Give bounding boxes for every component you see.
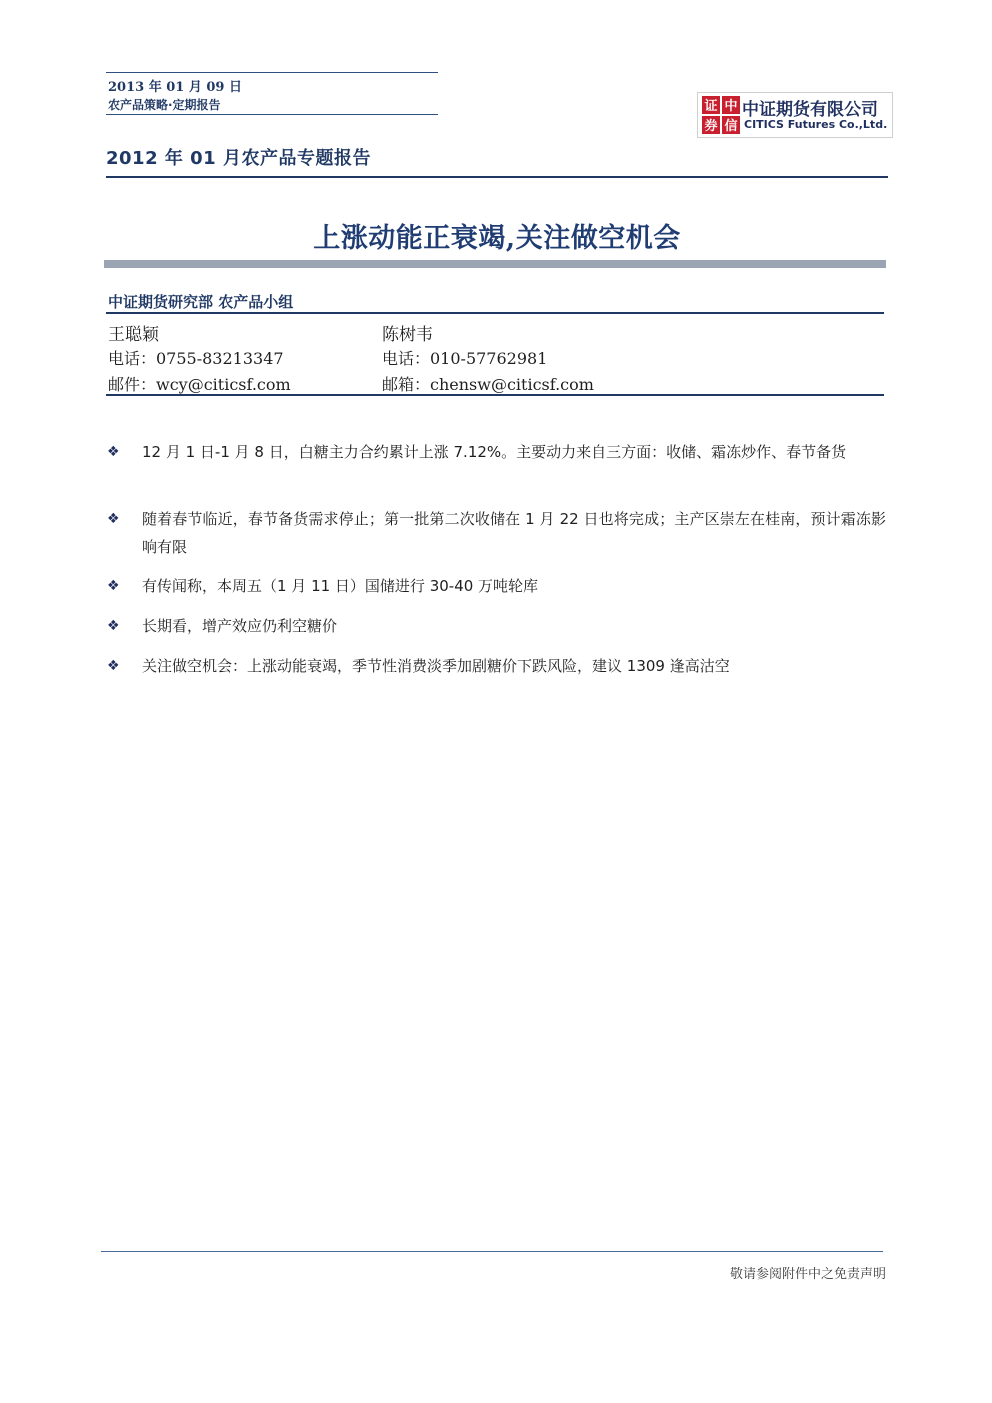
bullet-point: 随着春节临近，春节备货需求停止；第一批第二次收储在 1 月 22 日也将完成；主产区崇左在桂南，预计霜冻影响有限 [142,510,886,556]
bullet-point: 12 月 1 日-1 月 8 日，白糖主力合约累计上涨 7.12%。主要动力来自三方面：收储、霜冻炒作、春节备货 [142,443,847,461]
bullet-point: 有传闻称，本周五（1 月 11 日）国储进行 30-40 万吨轮库 [142,577,539,595]
citics-emblem-icon [702,96,740,134]
company-logo [697,92,893,138]
header-divider [106,114,438,115]
report-date: 2013 年 01 月 09 日 [108,80,242,95]
headline-bar [104,260,886,268]
main-headline: 上涨动能正衰竭,关注做空机会 [313,223,681,254]
bullet-point: 长期看，增产效应仍利空糖价 [142,617,338,635]
bullet-diamond-icon: ❖ [107,444,120,460]
svg-text:信: 信 [724,119,738,134]
analyst-name: 王聪颖 [108,325,159,345]
logo-name-en: CITICS Futures Co.,Ltd. [744,118,888,131]
bullet-diamond-icon: ❖ [107,658,120,674]
contacts-rule [106,394,884,396]
report-category: 农产品策略·定期报告 [108,98,221,112]
logo-name-cn: 中证期货有限公司 [742,100,878,120]
analyst-phone: 电话：0755-83213347 [108,349,284,368]
bullet-diamond-icon: ❖ [107,511,120,527]
analyst-email[interactable]: 邮件：wcy@citicsf.com [108,375,291,394]
team-name: 中证期货研究部 农产品小组 [108,293,294,311]
report-title: 2012 年 01 月农产品专题报告 [106,148,371,169]
header-top-rule [106,72,438,73]
analyst-name: 陈树韦 [382,325,433,345]
disclaimer-note[interactable]: 敬请参阅附件中之免责声明 [730,1267,887,1282]
title-rule [106,176,888,178]
svg-text:中: 中 [724,99,738,114]
svg-text:券: 券 [704,119,718,134]
footer-rule [101,1251,883,1252]
svg-text:证: 证 [704,99,718,114]
team-rule [106,312,884,314]
analyst-phone: 电话：010-57762981 [382,349,548,368]
bullet-diamond-icon: ❖ [107,578,120,594]
analyst-email[interactable]: 邮箱：chensw@citicsf.com [382,375,594,394]
bullet-diamond-icon: ❖ [107,618,120,634]
bullet-point: 关注做空机会：上涨动能衰竭，季节性消费淡季加剧糖价下跌风险，建议 1309 逢高沽空 [142,657,730,675]
